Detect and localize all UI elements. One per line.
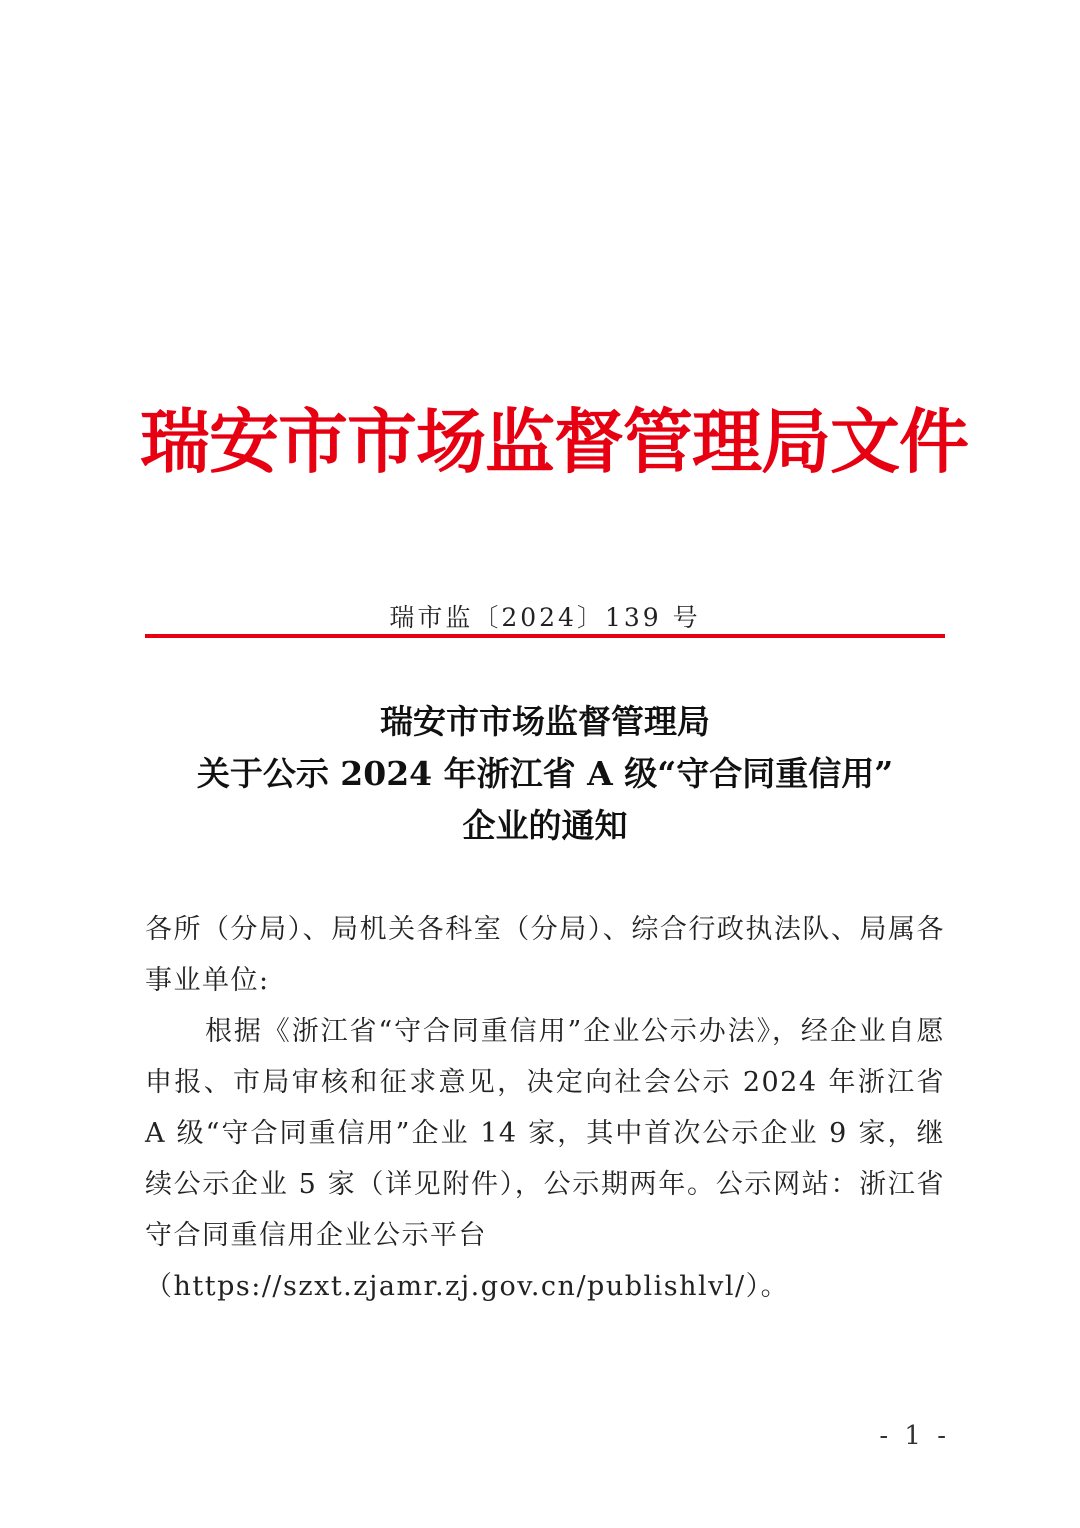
title-line-1: 瑞安市市场监督管理局: [380, 702, 710, 741]
publication-url: （https://szxt.zjamr.zj.gov.cn/publishlvl/）。: [145, 1271, 790, 1302]
document-number: 瑞市监〔2024〕139 号: [389, 603, 701, 632]
red-divider-line: [145, 634, 945, 638]
issuer-title: 瑞安市市场监督管理局文件: [140, 400, 968, 483]
main-paragraph: 根据《浙江省“守合同重信用”企业公示办法》，经企业自愿申报、市局审核和征求意见，决定向社会公示 2024 年浙江省 A 级“守合同重信用”企业 14 家，其中首次公示企业 9 家，继续公示企业 5 家（详见附件），公示期两年。公示网站：浙江省守合同重信用企业公示平台: [145, 1016, 945, 1251]
addressee-paragraph: 各所（分局）、局机关各科室（分局）、综合行政执法队、局属各事业单位:: [145, 914, 945, 996]
notice-title: [140, 696, 950, 852]
title-line-2: 关于公示 2024 年浙江省 A 级“守合同重信用”: [196, 754, 894, 793]
page-number: - 1 -: [879, 1421, 950, 1451]
title-line-3: 企业的通知: [462, 806, 628, 845]
notice-body: [145, 904, 945, 1312]
